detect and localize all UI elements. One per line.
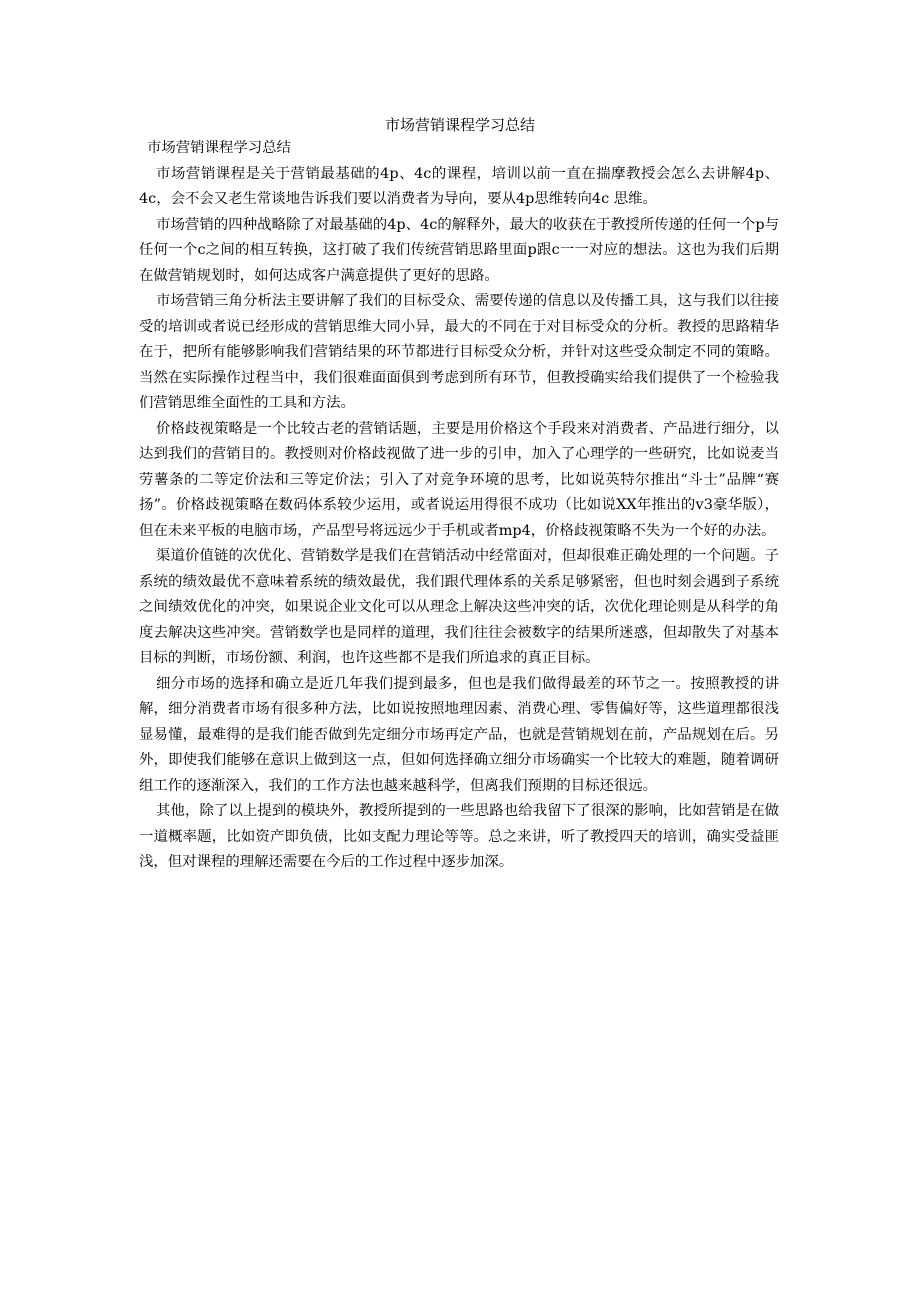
document-body [139, 136, 779, 876]
paragraph-four-strategies: 市场营销的四种战略除了对最基础的4p、4c的解释外，最大的收获在于教授所传递的任何一个p与任何一个c之间的相互转换，这打破了我们传统营销思路里面p跟c一一对应的想法。这也为我们后期在做营销规划时，如何达成客户满意提供了更好的思路。 [139, 216, 779, 284]
document-subtitle: 市场营销课程学习总结 [147, 140, 291, 156]
paragraph-4p-4c: 市场营销课程是关于营销最基础的4p、4c的课程，培训以前一直在揣摩教授会怎么去讲解4p、4c，会不会又老生常谈地告诉我们要以消费者为导向，要从4p思维转向4c 思维。 [139, 165, 779, 207]
paragraph-other-takeaways: 其他，除了以上提到的模块外，教授所提到的一些思路也给我留下了很深的影响，比如营销是在做一道概率题，比如资产即负债，比如支配力理论等等。总之来讲，听了教授四天的培训，确实受益匪浅，但对课程的理解还需要在今后的工作过程中逐步加深。 [139, 803, 779, 870]
paragraph-channel-value-chain: 渠道价值链的次优化、营销数学是我们在营销活动中经常面对，但却很难正确处理的一个问题。子系统的绩效最优不意味着系统的绩效最优，我们跟代理体系的关系足够紧密，但也时刻会遇到子系统之间绩效优化的冲突，如果说企业文化可以从理念上解决这些冲突的话，次优化理论则是从科学的角度去解决这些冲突。营销数学也是同样的道理，我们往往会被数字的结果所迷惑，但却散失了对基本目标的判断，市场份额、利润，也许这些都不是我们所追求的真正目标。 [139, 548, 779, 666]
paragraph-triangle-analysis: 市场营销三角分析法主要讲解了我们的目标受众、需要传递的信息以及传播工具，这与我们以往接受的培训或者说已经形成的营销思维大同小异，最大的不同在于对目标受众的分析。教授的思路精华在于，把所有能够影响我们营销结果的环节都进行目标受众分析，并针对这些受众制定不同的策略。当然在实际操作过程当中，我们很难面面俱到考虑到所有环节，但教授确实给我们提供了一个检验我们营销思维全面性的工具和方法。 [139, 293, 779, 411]
paragraph-market-segmentation: 细分市场的选择和确立是近几年我们提到最多，但也是我们做得最差的环节之一。按照教授的讲解，细分消费者市场有很多种方法，比如说按照地理因素、消费心理、零售偏好等，这些道理都很浅显易懂，最难得的是我们能否做到先定细分市场再定产品，也就是营销规划在前，产品规划在后。另外，即使我们能够在意识上做到这一点，但如何选择确立细分市场确实一个比较大的难题，随着调研组工作的逐渐深入，我们的工作方法也越来越科学，但离我们预期的目标还很远。 [139, 675, 779, 794]
paragraph-price-discrimination: 价格歧视策略是一个比较古老的营销话题，主要是用价格这个手段来对消费者、产品进行细分，以达到我们的营销目的。教授则对价格歧视做了进一步的引申，加入了心理学的一些研究，比如说麦当劳薯条的二等定价法和三等定价法；引入了对竞争环境的思考，比如说英特尔推出“斗士”品牌“赛扬”。价格歧视策略在数码体系较少运用，或者说运用得很不成功（比如说XX年推出的v3豪华版），但在未来平板的电脑市场，产品型号将远远少于手机或者mp4，价格歧视策略不失为一个好的办法。 [139, 420, 779, 539]
document-title: 市场营销课程学习总结 [384, 116, 535, 134]
